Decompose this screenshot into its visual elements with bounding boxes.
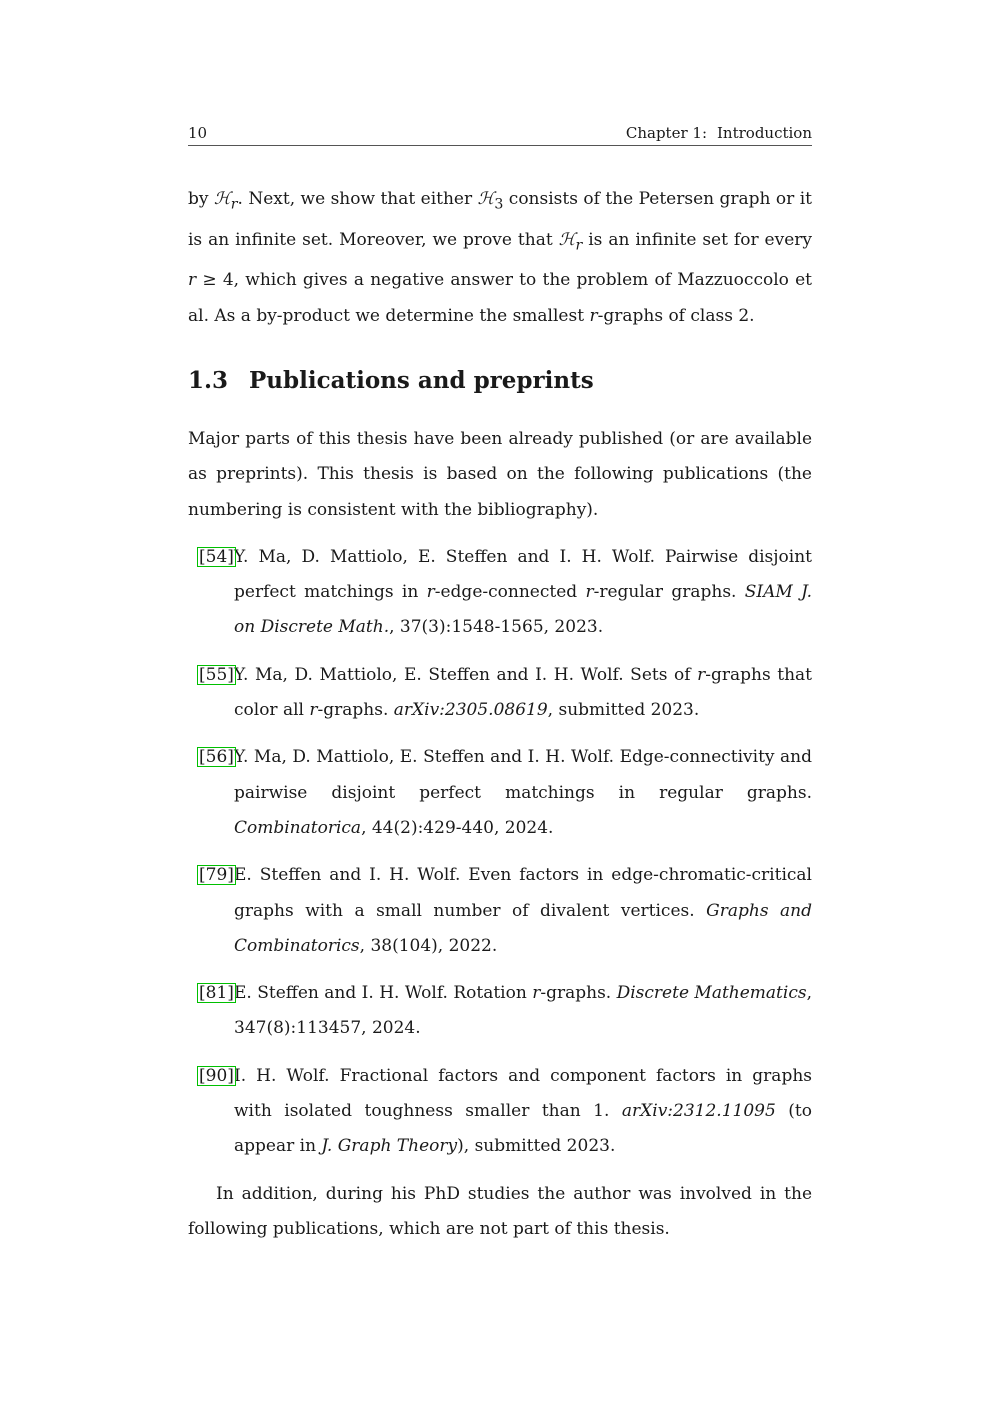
- page-body: [188, 182, 812, 1247]
- citation-link-54[interactable]: [54]: [199, 546, 234, 567]
- publication-item: [54] Y. Ma, D. Mattiolo, E. Steffen and I. H. Wolf. Pairwise disjoint perfect matchings in r-edge-connected r-regular graphs. SIAM J. on Discrete Math., 37(3):1548-1565, 2023.: [188, 540, 812, 646]
- running-header: [188, 124, 812, 146]
- publication-item: [90] I. H. Wolf. Fractional factors and component factors in graphs with isolated toughness smaller than 1. arXiv:2312.11095 (to appear in J. Graph Theory), submitted 2023.: [188, 1059, 812, 1165]
- section-title: Publications and preprints: [249, 366, 594, 394]
- citation-link-55[interactable]: [55]: [199, 664, 234, 685]
- chapter-label: Chapter 1:: [625, 124, 707, 142]
- section-number: 1.3: [188, 366, 229, 394]
- page-number: 10: [188, 124, 208, 142]
- publication-list: [188, 540, 812, 1165]
- intro-paragraph: by ℋ$_r$. Next, we show that either ℋ$_3$ consists of the Petersen graph or it is an infinite set. Moreover, we prove that ℋ$_r$ is an infinite set for every r ≥ 4, which gives a negative answer to the problem of Mazzuoccolo et al. As a by-product we determine the smallest r-graphs of class 2.: [188, 189, 812, 326]
- citation-link-56[interactable]: [56]: [199, 747, 234, 768]
- section-heading: [188, 366, 812, 396]
- chapter-title: Introduction: [717, 124, 812, 142]
- citation-link-79[interactable]: [79]: [199, 865, 234, 886]
- citation-link-90[interactable]: [90]: [199, 1065, 234, 1086]
- publication-item: [81] E. Steffen and I. H. Wolf. Rotation r-graphs. Discrete Mathematics, 347(8):113457, 2024.: [188, 976, 812, 1047]
- chapter-heading: [626, 124, 812, 142]
- publication-item: [55] Y. Ma, D. Mattiolo, E. Steffen and I. H. Wolf. Sets of r-graphs that color all r-graphs. arXiv:2305.08619, submitted 2023.: [188, 658, 812, 729]
- citation-link-81[interactable]: [81]: [199, 983, 234, 1004]
- publication-item: [56] Y. Ma, D. Mattiolo, E. Steffen and I. H. Wolf. Edge-connectivity and pairwise disjoint perfect matchings in regular graphs. Combinatorica, 44(2):429-440, 2024.: [188, 740, 812, 846]
- publication-item: [79] E. Steffen and I. H. Wolf. Even factors in edge-chromatic-critical graphs with a small number of divalent vertices. Graphs and Combinatorics, 38(104), 2022.: [188, 858, 812, 964]
- section-paragraph: Major parts of this thesis have been already published (or are available as preprints). This thesis is based on the following publications (the numbering is consistent with the bibliography).: [188, 428, 812, 520]
- closing-paragraph: In addition, during his PhD studies the author was involved in the following publications, which are not part of this thesis.: [188, 1183, 812, 1239]
